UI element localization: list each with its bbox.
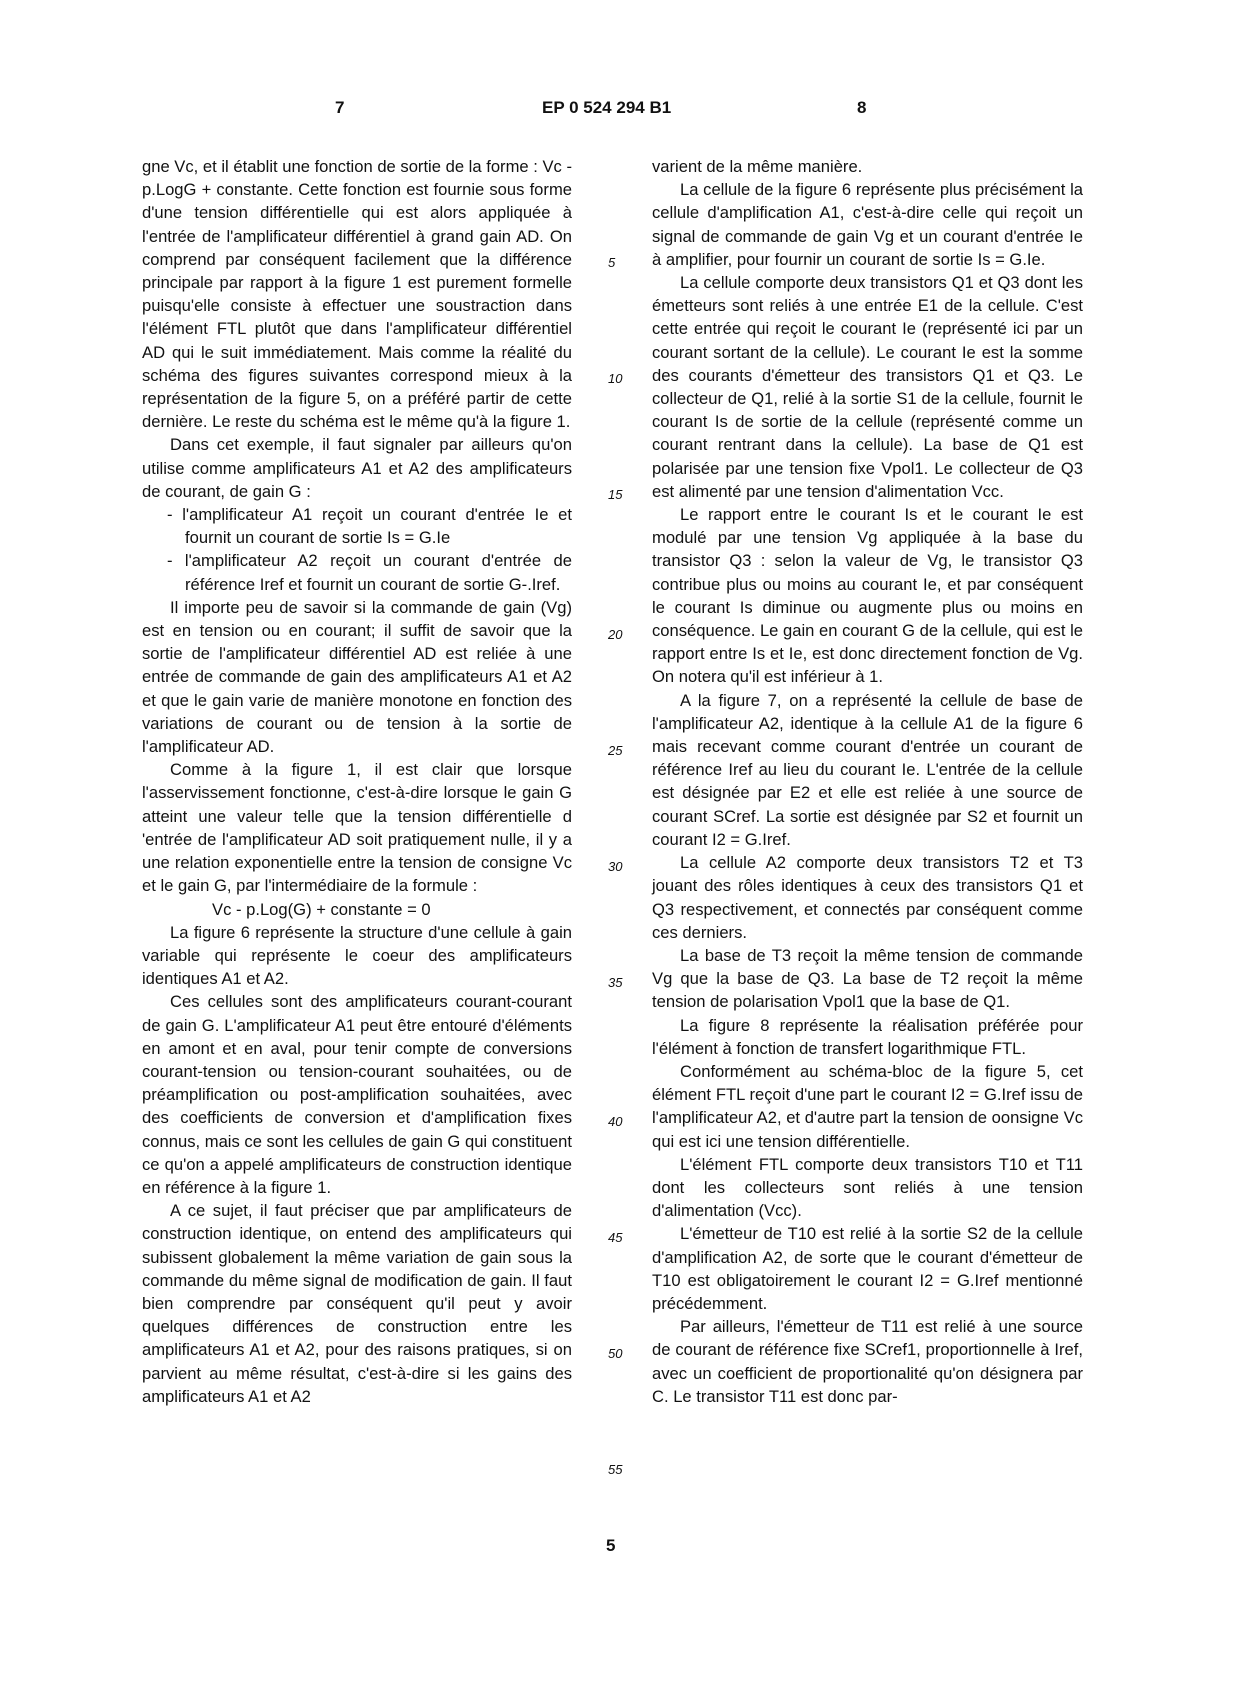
paragraph: gne Vc, et il établit une fonction de sortie de la forme : Vc - p.LogG + constante. Cette fonction est fournie sous forme d'une tension différentielle qui est alors appliquée à l'entrée de l'amplificateur différentiel à grand gain AD. On comprend par conséquent facilement que la différence principale par rapport à la figure 1 est purement formelle puisqu'elle consiste à effectuer une soustraction dans l'élément FTL plutôt que dans l'amplificateur différentiel AD qui le suit immédiatement. Mais comme la réalité du schéma des figures suivantes correspond mieux à la représentation de la figure 5, on a préféré partir de cette dernière. Le reste du schéma est le même qu'à la figure 1. xyxy=(142,157,572,432)
paragraph: L'élément FTL comporte deux transistors T10 et T11 dont les collecteurs sont reliés à une tension d'alimentation (Vcc). xyxy=(652,1154,1083,1221)
paragraph: Comme à la figure 1, il est clair que lorsque l'asservissement fonctionne, c'est-à-dire lorsque le gain G atteint une valeur telle que la tension différentielle d 'entrée de l'amplificateur AD soit pratiquement nulle, il y a une relation exponentielle entre la tension de consigne Vc et le gain G, par l'intermédiaire de la formule : xyxy=(142,760,572,896)
paragraph: A la figure 7, on a représenté la cellule de base de l'amplificateur A2, identique à la cellule A1 de la figure 6 mais recevant comme courant d'entrée un courant de référence Iref au lieu du courant Ie. L'entrée de la cellule est désignée par E2 et elle est reliée à une source de courant SCref. La sortie est désignée par S2 et fournit un courant I2 = G.Iref. xyxy=(652,690,1083,849)
line-number: 55 xyxy=(608,1462,623,1477)
equation: Vc - p.Log(G) + constante = 0 xyxy=(212,899,431,919)
line-number: 35 xyxy=(608,975,623,990)
paragraph: La figure 8 représente la réalisation préférée pour l'élément à fonction de transfert logarithmique FTL. xyxy=(652,1015,1083,1058)
paragraph: La cellule comporte deux transistors Q1 et Q3 dont les émetteurs sont reliés à une entrée E1 de la cellule. C'est cette entrée qui reçoit le courant Ie (représenté ici par un courant sortant de la cellule). Le courant Ie est la somme des courants d'émetteur des transistors Q1 et Q3. Le collecteur de Q1, relié à la sortie S1 de la cellule, fournit le courant Is de sortie de la cellule (représenté comme un courant rentrant dans la cellule). La base de Q1 est polarisée par une tension fixe Vpol1. Le collecteur de Q3 est alimenté par une tension d'alimentation Vcc. xyxy=(652,273,1083,501)
paragraph: Le rapport entre le courant Is et le courant Ie est modulé par une tension Vg appliquée à la base du transistor Q3 : selon la valeur de Vg, le transistor Q3 contribue plus ou moins au courant Ie, et par conséquent le courant Is diminue ou augmente plus ou moins en conséquence. Le gain en courant G de la cellule, qui est le rapport entre Is et Ie, est donc directement fonction de Vg. On notera qu'il est inférieur à 1. xyxy=(652,505,1083,687)
page-number-right: 8 xyxy=(857,98,867,117)
footer-page-number: 5 xyxy=(606,1536,616,1555)
left-column xyxy=(142,155,572,1408)
line-number: 25 xyxy=(608,743,623,758)
paragraph: varient de la même manière. xyxy=(652,157,863,176)
line-number: 10 xyxy=(608,371,623,386)
right-column xyxy=(652,155,1083,1408)
paragraph: La cellule de la figure 6 représente plus précisément la cellule d'amplification A1, c'est-à-dire celle qui reçoit un signal de commande de gain Vg et un courant d'entrée Ie à amplifier, pour fournir un courant de sortie Is = G.Ie. xyxy=(652,180,1083,269)
paragraph: A ce sujet, il faut préciser que par amplificateurs de construction identique, on entend des amplificateurs qui subissent globalement la même variation de gain sous la commande du même signal de modification de gain. Il faut bien comprendre par conséquent qu'il peut y avoir quelques différences de construction entre les amplificateurs A1 et A2, pour des raisons pratiques, si on parvient au même résultat, c'est-à-dire si les gains des amplificateurs A1 et A2 xyxy=(142,1201,572,1406)
paragraph: Ces cellules sont des amplificateurs courant-courant de gain G. L'amplificateur A1 peut être entouré d'éléments en amont et en aval, pour tenir compte de conversions courant-tension ou tension-courant souhaitées, ou de préamplification ou post-amplification souhaitées, avec des coefficients de conversion et d'amplification fixes connus, mais ce sont les cellules de gain G qui constituent ce qu'on a appelé amplificateurs de construction identique en référence à la figure 1. xyxy=(142,992,572,1197)
line-number: 50 xyxy=(608,1346,623,1361)
line-number: 30 xyxy=(608,859,623,874)
patent-number: EP 0 524 294 B1 xyxy=(542,98,672,117)
paragraph: L'émetteur de T10 est relié à la sortie S2 de la cellule d'amplification A2, de sorte que le courant d'émetteur de T10 est obligatoirement le courant I2 = G.Iref mentionné précédemment. xyxy=(652,1224,1083,1313)
paragraph: La cellule A2 comporte deux transistors T2 et T3 jouant des rôles identiques à ceux des transistors Q1 et Q3 respectivement, et connectés par conséquent comme ces derniers. xyxy=(652,853,1083,942)
paragraph: Il importe peu de savoir si la commande de gain (Vg) est en tension ou en courant; il suffit de savoir que la sortie de l'amplificateur différentiel AD est reliée à une entrée de commande de gain des amplificateurs A1 et A2 et que le gain varie de manière monotone en fonction des variations de courant ou de tension à la sortie de l'amplificateur AD. xyxy=(142,597,572,757)
paragraph: Par ailleurs, l'émetteur de T11 est relié à une source de courant de référence fixe SCref1, proportionnelle à Iref, avec un coefficient de proportionalité qu'on désignera par C. Le transistor T11 est donc par- xyxy=(652,1317,1083,1406)
line-number: 45 xyxy=(608,1230,623,1245)
paragraph: La figure 6 représente la structure d'une cellule à gain variable qui représente le coeur des amplificateurs identiques A1 et A2. xyxy=(142,922,572,989)
list-item: - l'amplificateur A2 reçoit un courant d'entrée de référence Iref et fournit un courant de sortie G-.Iref. xyxy=(167,551,572,594)
paragraph: Conformément au schéma-bloc de la figure 5, cet élément FTL reçoit d'une part le courant I2 = G.Iref issu de l'amplificateur A2, et d'autre part la tension de oonsigne Vc qui est ici une tension différentielle. xyxy=(652,1061,1083,1151)
line-number: 40 xyxy=(608,1114,623,1129)
line-number: 5 xyxy=(608,255,616,270)
paragraph: La base de T3 reçoit la même tension de commande Vg que la base de Q3. La base de T2 reçoit la même tension de polarisation Vpol1 que la base de Q1. xyxy=(652,945,1083,1012)
line-number: 20 xyxy=(608,627,623,642)
line-number: 15 xyxy=(608,487,623,502)
paragraph: Dans cet exemple, il faut signaler par ailleurs qu'on utilise comme amplificateurs A1 et A2 des amplificateurs de courant, de gain G : xyxy=(142,435,572,501)
page-number-left: 7 xyxy=(335,98,345,117)
list-item: - l'amplificateur A1 reçoit un courant d'entrée Ie et fournit un courant de sortie Is = G.Ie xyxy=(167,505,572,548)
